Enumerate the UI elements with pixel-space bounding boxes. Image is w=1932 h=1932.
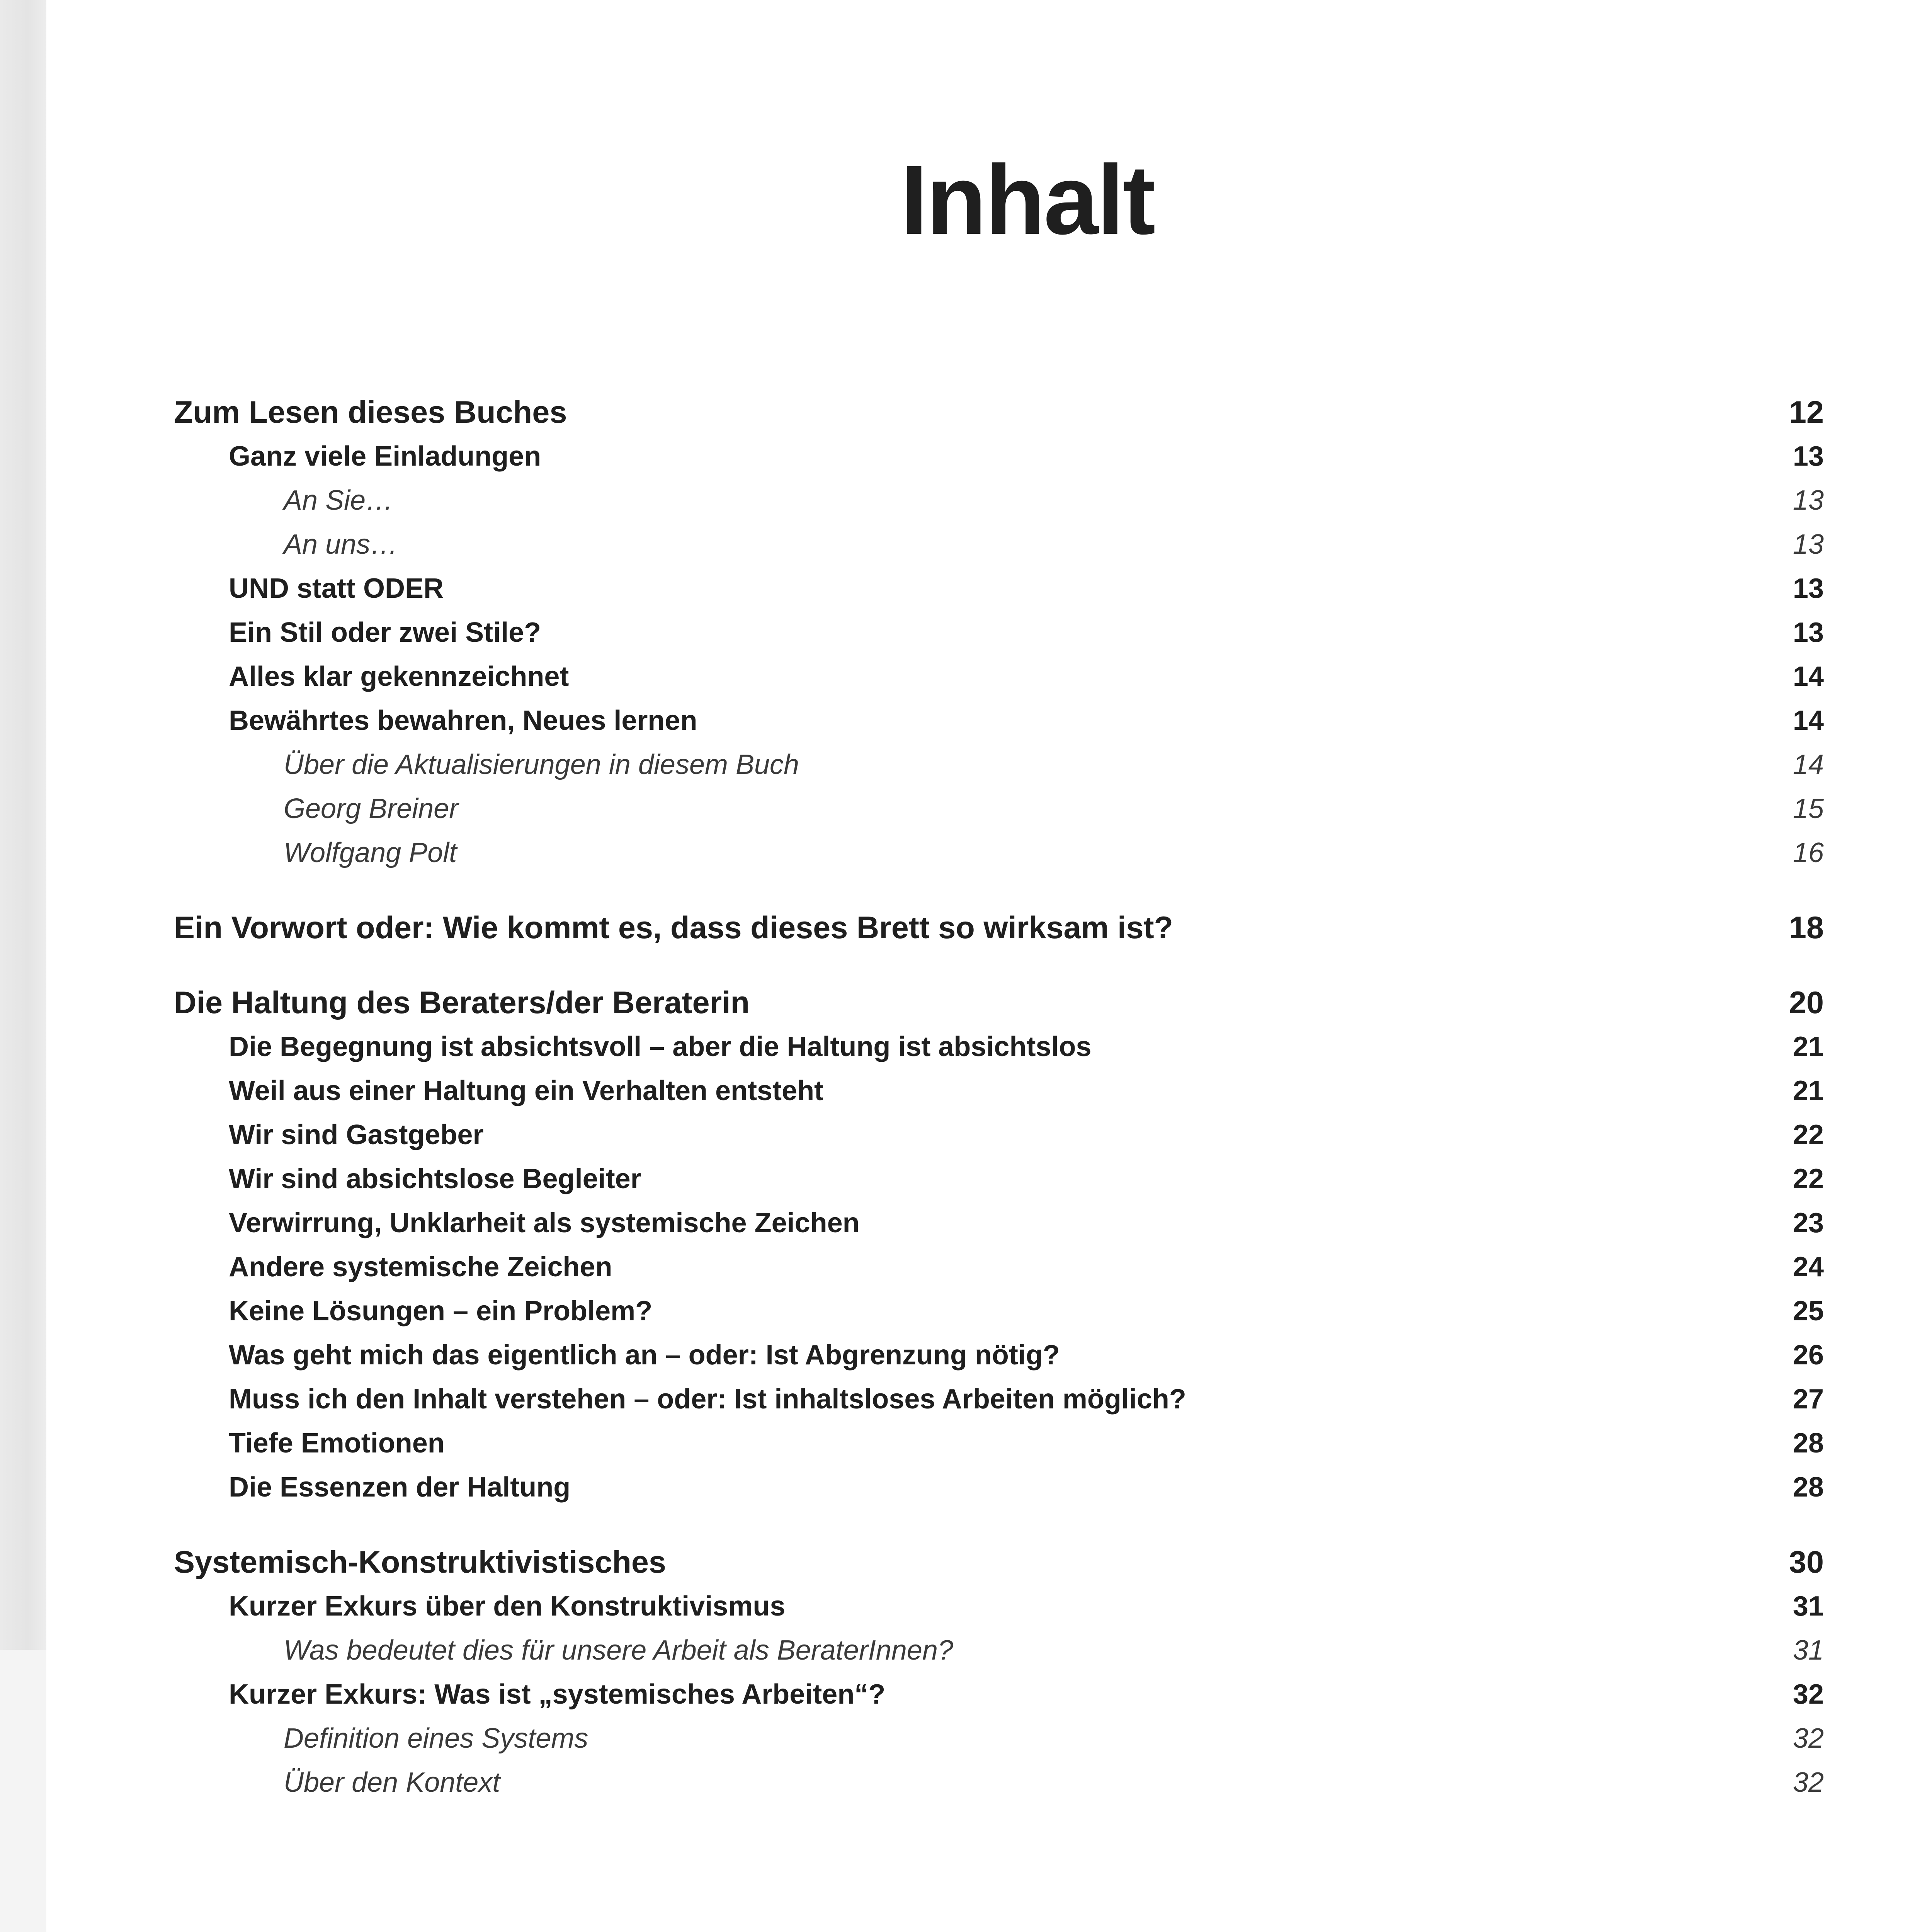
toc-entry-page-number: 13	[1793, 529, 1824, 560]
toc-entry-title: Ein Vorwort oder: Wie kommt es, dass dieses Brett so wirksam ist?	[174, 910, 1173, 945]
toc-entry-level-2[interactable]	[174, 1069, 1824, 1113]
toc-entry-page-number: 31	[1793, 1591, 1824, 1622]
toc-entry-title: Wir sind absichtslose Begleiter	[229, 1163, 641, 1194]
toc-entry-title: Ganz viele Einladungen	[229, 441, 541, 472]
toc-entry-level-2[interactable]	[174, 1289, 1824, 1333]
toc-entry-title: Zum Lesen dieses Buches	[174, 395, 567, 430]
toc-entry-title: Wolfgang Polt	[284, 837, 457, 868]
toc-entry-title: UND statt ODER	[229, 573, 444, 604]
toc-entry-title: Die Essenzen der Haltung	[229, 1472, 571, 1503]
toc-entry-page-number: 13	[1793, 441, 1824, 472]
toc-entry-level-2[interactable]	[174, 434, 1824, 478]
toc-entry-level-1[interactable]	[174, 1540, 1824, 1584]
toc-entry-page-number: 23	[1793, 1208, 1824, 1238]
toc-entry-page-number: 25	[1793, 1296, 1824, 1327]
toc-entry-level-2[interactable]	[174, 1465, 1824, 1509]
table-of-contents	[174, 390, 1824, 1804]
toc-entry-page-number: 28	[1793, 1472, 1824, 1503]
toc-entry-title: Wir sind Gastgeber	[229, 1119, 484, 1150]
toc-entry-page-number: 22	[1793, 1163, 1824, 1194]
toc-entry-level-2[interactable]	[174, 1201, 1824, 1245]
toc-entry-level-1[interactable]	[174, 981, 1824, 1025]
toc-entry-level-2[interactable]	[174, 1584, 1824, 1628]
toc-entry-level-3[interactable]	[174, 522, 1824, 566]
toc-entry-page-number: 12	[1789, 395, 1824, 430]
toc-entry-level-2[interactable]	[174, 699, 1824, 743]
toc-entry-page-number: 14	[1793, 749, 1824, 780]
document-page	[46, 0, 1932, 1932]
toc-entry-title: Die Begegnung ist absichtsvoll – aber die Haltung ist absichtslos	[229, 1031, 1092, 1062]
toc-entry-title: An Sie…	[284, 485, 394, 516]
toc-entry-level-3[interactable]	[174, 831, 1824, 875]
toc-entry-level-2[interactable]	[174, 655, 1824, 699]
toc-entry-title: Systemisch-Konstruktivistisches	[174, 1545, 666, 1580]
toc-entry-level-1[interactable]	[174, 906, 1824, 950]
toc-entry-page-number: 28	[1793, 1428, 1824, 1459]
toc-entry-page-number: 20	[1789, 985, 1824, 1020]
page-title: Inhalt	[900, 145, 1154, 255]
toc-entry-page-number: 18	[1789, 910, 1824, 945]
toc-entry-level-3[interactable]	[174, 478, 1824, 522]
toc-entry-level-2[interactable]	[174, 1157, 1824, 1201]
toc-entry-page-number: 24	[1793, 1252, 1824, 1282]
toc-entry-level-2[interactable]	[174, 611, 1824, 655]
toc-entry-page-number: 27	[1793, 1384, 1824, 1415]
toc-entry-level-3[interactable]	[174, 1760, 1824, 1804]
toc-entry-title: Tiefe Emotionen	[229, 1428, 445, 1459]
toc-entry-level-2[interactable]	[174, 1025, 1824, 1069]
toc-entry-level-2[interactable]	[174, 566, 1824, 611]
toc-entry-page-number: 32	[1793, 1679, 1824, 1710]
toc-entry-title: Ein Stil oder zwei Stile?	[229, 617, 541, 648]
toc-entry-page-number: 21	[1793, 1075, 1824, 1106]
toc-entry-title: Was bedeutet dies für unsere Arbeit als BeraterInnen?	[284, 1635, 954, 1666]
toc-entry-level-2[interactable]	[174, 1333, 1824, 1377]
toc-entry-page-number: 21	[1793, 1031, 1824, 1062]
toc-entry-page-number: 22	[1793, 1119, 1824, 1150]
toc-entry-title: Verwirrung, Unklarheit als systemische Zeichen	[229, 1208, 860, 1238]
toc-entry-page-number: 14	[1793, 705, 1824, 736]
toc-entry-title: Was geht mich das eigentlich an – oder: Ist Abgrenzung nötig?	[229, 1340, 1060, 1371]
toc-entry-title: Alles klar gekennzeichnet	[229, 661, 569, 692]
toc-entry-title: Weil aus einer Haltung ein Verhalten entsteht	[229, 1075, 824, 1106]
toc-entry-page-number: 13	[1793, 617, 1824, 648]
toc-entry-page-number: 13	[1793, 485, 1824, 516]
toc-entry-page-number: 32	[1793, 1723, 1824, 1754]
toc-entry-title: Kurzer Exkurs über den Konstruktivismus	[229, 1591, 786, 1622]
toc-entry-title: Muss ich den Inhalt verstehen – oder: Ist inhaltsloses Arbeiten möglich?	[229, 1384, 1186, 1415]
toc-entry-level-2[interactable]	[174, 1421, 1824, 1465]
toc-entry-title: Kurzer Exkurs: Was ist „systemisches Arbeiten“?	[229, 1679, 886, 1710]
toc-entry-title: Definition eines Systems	[284, 1723, 588, 1754]
toc-entry-level-3[interactable]	[174, 1716, 1824, 1760]
toc-entry-title: An uns…	[284, 529, 398, 560]
toc-entry-title: Georg Breiner	[284, 793, 459, 824]
viewer-left-margin-lower	[0, 1650, 46, 1932]
toc-entry-level-3[interactable]	[174, 743, 1824, 787]
toc-entry-page-number: 31	[1793, 1635, 1824, 1666]
toc-entry-page-number: 14	[1793, 661, 1824, 692]
toc-entry-title: Über den Kontext	[284, 1767, 500, 1798]
viewer-left-margin	[0, 0, 46, 1932]
toc-entry-page-number: 26	[1793, 1340, 1824, 1371]
toc-entry-title: Über die Aktualisierungen in diesem Buch	[284, 749, 799, 780]
toc-entry-title: Keine Lösungen – ein Problem?	[229, 1296, 653, 1327]
toc-entry-page-number: 16	[1793, 837, 1824, 868]
toc-entry-page-number: 13	[1793, 573, 1824, 604]
toc-entry-level-2[interactable]	[174, 1672, 1824, 1716]
toc-entry-level-2[interactable]	[174, 1113, 1824, 1157]
toc-entry-page-number: 30	[1789, 1545, 1824, 1580]
toc-entry-title: Bewährtes bewahren, Neues lernen	[229, 705, 697, 736]
toc-entry-title: Die Haltung des Beraters/der Beraterin	[174, 985, 750, 1020]
toc-entry-level-2[interactable]	[174, 1245, 1824, 1289]
toc-entry-title: Andere systemische Zeichen	[229, 1252, 612, 1282]
toc-entry-level-3[interactable]	[174, 1628, 1824, 1672]
toc-entry-page-number: 15	[1793, 793, 1824, 824]
toc-entry-level-1[interactable]	[174, 390, 1824, 434]
toc-entry-level-2[interactable]	[174, 1377, 1824, 1421]
toc-entry-level-3[interactable]	[174, 787, 1824, 831]
toc-entry-page-number: 32	[1793, 1767, 1824, 1798]
